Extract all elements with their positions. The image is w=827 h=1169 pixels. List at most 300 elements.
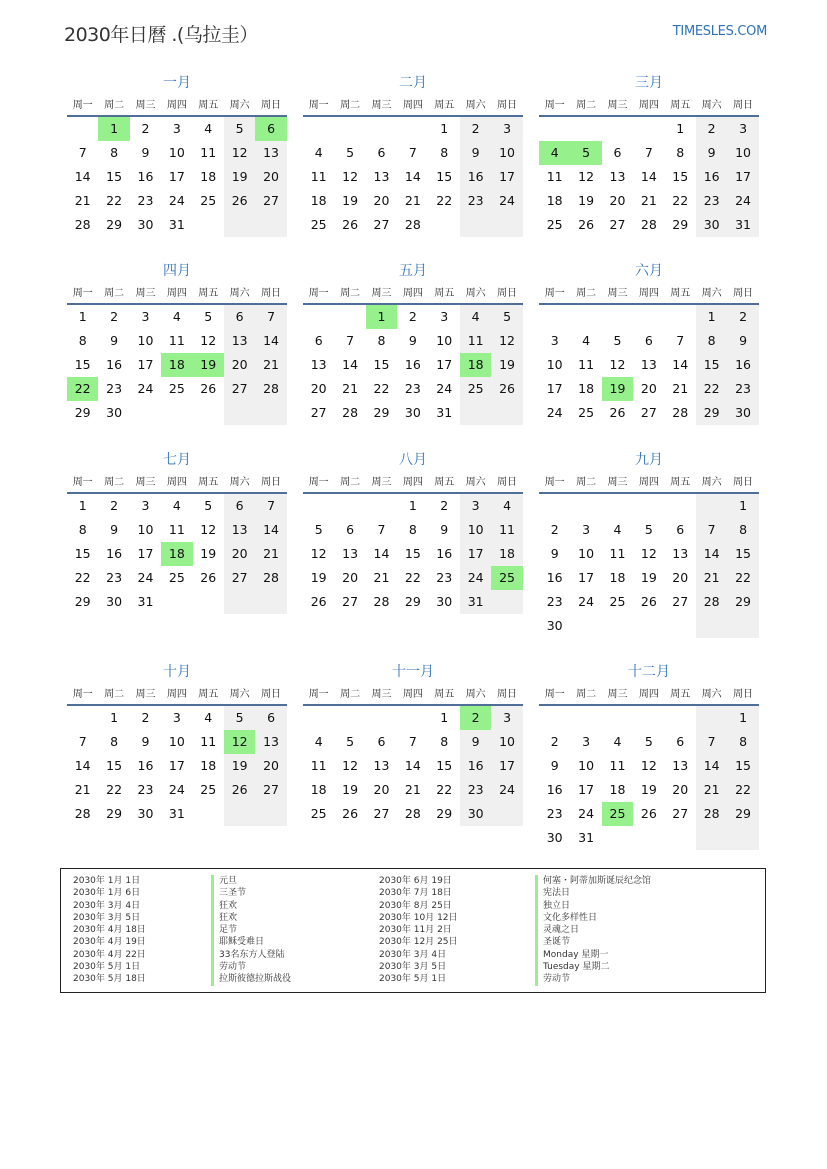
day-cell: 14: [255, 518, 286, 542]
empty-cell: [539, 706, 570, 730]
day-cell: 10: [727, 141, 758, 165]
day-cell: 14: [74, 758, 91, 773]
holiday-date: 2030年 3月 5日: [73, 912, 141, 923]
day-cell: 12: [640, 758, 657, 773]
day-cell: 26: [640, 594, 657, 609]
weekday-header: 周日: [727, 284, 758, 305]
day-cell: 5: [644, 734, 653, 749]
day-cell: 10: [137, 333, 154, 348]
weekday-header: 周五: [665, 685, 696, 706]
holiday-name: 足节: [211, 924, 291, 936]
day-cell: 17: [578, 782, 595, 797]
day-cell: 26: [342, 217, 359, 232]
day-cell: 25: [460, 377, 491, 401]
day-cell: 24: [436, 381, 453, 396]
day-cell: 6: [613, 145, 622, 160]
weekday-header: 周日: [255, 473, 286, 494]
day-cell: 2: [141, 710, 150, 725]
weekday-header: 周日: [727, 96, 758, 117]
day-cell: 15: [74, 357, 91, 372]
day-cell: 30: [546, 618, 563, 633]
weekday-header: 周日: [727, 685, 758, 706]
day-cell: 13: [672, 546, 689, 561]
day-cell: 17: [491, 165, 522, 189]
empty-cell: [633, 706, 664, 730]
day-cell: 18: [161, 353, 192, 377]
day-cell: 31: [436, 405, 453, 420]
holiday-name: 劳动节: [535, 973, 651, 985]
weekday-header: 周六: [696, 685, 727, 706]
empty-cell: [224, 802, 255, 826]
day-cell: 21: [696, 778, 727, 802]
day-cell: 31: [727, 213, 758, 237]
weekday-header: 周三: [130, 685, 161, 706]
holiday-name: 劳动节: [211, 961, 291, 973]
day-cell: 6: [224, 305, 255, 329]
day-cell: 24: [491, 189, 522, 213]
day-cell: 16: [137, 758, 154, 773]
day-cell: 10: [546, 357, 563, 372]
weekday-header: 周三: [602, 685, 633, 706]
day-cell: 19: [491, 353, 522, 377]
empty-cell: [224, 213, 255, 237]
day-cell: 11: [609, 758, 626, 773]
day-cell: 31: [168, 806, 185, 821]
weekday-header: 周二: [98, 473, 129, 494]
holiday-date: 2030年 5月 1日: [379, 974, 447, 985]
day-cell: 7: [78, 734, 87, 749]
day-cell: 26: [224, 778, 255, 802]
day-cell: 11: [200, 734, 217, 749]
weekday-header: 周二: [334, 284, 365, 305]
day-cell: 28: [696, 590, 727, 614]
day-cell: 27: [310, 405, 327, 420]
holiday-name: 元旦: [211, 875, 291, 887]
day-cell: 26: [310, 594, 327, 609]
day-cell: 5: [204, 309, 213, 324]
site-link[interactable]: TIMESLES.COM: [672, 24, 767, 39]
day-cell: 31: [137, 594, 154, 609]
holiday-date: 2030年 3月 5日: [379, 962, 447, 973]
day-cell: 7: [377, 522, 386, 537]
weekday-header: 周二: [334, 473, 365, 494]
day-cell: 25: [200, 782, 217, 797]
weekday-header: 周日: [491, 685, 522, 706]
day-cell: 4: [539, 141, 570, 165]
empty-cell: [602, 117, 633, 141]
day-cell: 30: [137, 217, 154, 232]
weekday-header: 周五: [429, 96, 460, 117]
day-cell: 3: [550, 333, 559, 348]
day-cell: 19: [193, 353, 224, 377]
day-cell: 20: [609, 193, 626, 208]
day-cell: 22: [106, 782, 123, 797]
day-cell: 23: [727, 377, 758, 401]
empty-cell: [602, 494, 633, 518]
day-cell: 9: [141, 734, 150, 749]
weekday-header: 周三: [366, 96, 397, 117]
day-cell: 6: [377, 145, 386, 160]
day-cell: 25: [609, 594, 626, 609]
day-cell: 20: [672, 570, 689, 585]
weekday-header: 周六: [224, 96, 255, 117]
day-cell: 8: [676, 145, 685, 160]
day-cell: 12: [200, 333, 217, 348]
day-cell: 17: [727, 165, 758, 189]
day-cell: 12: [342, 758, 359, 773]
day-cell: 13: [373, 758, 390, 773]
day-cell: 19: [342, 782, 359, 797]
holiday-name: 何塞・阿蒂加斯诞辰纪念馆: [535, 875, 651, 887]
holiday-name: 狂欢: [211, 912, 291, 924]
day-cell: 24: [168, 782, 185, 797]
day-cell: 7: [255, 494, 286, 518]
day-cell: 7: [255, 305, 286, 329]
empty-cell: [633, 305, 664, 329]
weekday-header: 周一: [67, 685, 98, 706]
day-cell: 16: [460, 754, 491, 778]
empty-cell: [665, 706, 696, 730]
day-cell: 7: [408, 145, 417, 160]
holiday-date: 2030年 6月 19日: [379, 876, 452, 886]
day-cell: 4: [613, 734, 622, 749]
empty-cell: [633, 494, 664, 518]
weekday-header: 周二: [334, 685, 365, 706]
day-cell: 9: [460, 730, 491, 754]
day-cell: 2: [727, 305, 758, 329]
day-cell: 22: [727, 566, 758, 590]
month-block: [303, 449, 523, 614]
day-cell: 13: [310, 357, 327, 372]
empty-cell: [491, 213, 522, 237]
day-cell: 10: [578, 758, 595, 773]
weekday-header: 周一: [67, 96, 98, 117]
month-block: [539, 449, 759, 638]
month-name: 三月: [635, 75, 663, 91]
day-cell: 30: [546, 830, 563, 845]
day-cell: 23: [460, 189, 491, 213]
holiday-date: 2030年 3月 4日: [73, 900, 141, 911]
holiday-date: 2030年 3月 4日: [379, 949, 447, 960]
day-cell: 28: [672, 405, 689, 420]
day-cell: 24: [727, 189, 758, 213]
day-cell: 22: [436, 193, 453, 208]
empty-cell: [491, 590, 522, 614]
day-cell: 12: [224, 730, 255, 754]
day-cell: 21: [672, 381, 689, 396]
day-cell: 23: [137, 193, 154, 208]
weekday-header: 周二: [570, 284, 601, 305]
day-cell: 6: [644, 333, 653, 348]
month-block: [303, 72, 523, 237]
day-cell: 17: [168, 758, 185, 773]
weekday-header: 周三: [366, 473, 397, 494]
holiday-date: 2030年 4月 18日: [73, 925, 146, 936]
day-cell: 29: [696, 401, 727, 425]
day-cell: 30: [106, 594, 123, 609]
day-cell: 19: [578, 193, 595, 208]
day-cell: 14: [696, 754, 727, 778]
day-cell: 1: [366, 305, 397, 329]
day-cell: 27: [640, 405, 657, 420]
day-cell: 4: [204, 121, 213, 136]
empty-cell: [161, 590, 192, 614]
day-cell: 15: [404, 546, 421, 561]
day-cell: 2: [550, 734, 559, 749]
empty-cell: [539, 117, 570, 141]
day-cell: 25: [602, 802, 633, 826]
day-cell: 1: [78, 309, 87, 324]
holiday-names-left: [211, 875, 291, 986]
weekday-header: 周六: [224, 685, 255, 706]
empty-cell: [334, 494, 365, 518]
day-cell: 25: [546, 217, 563, 232]
day-cell: 5: [346, 145, 355, 160]
day-cell: 16: [436, 546, 453, 561]
day-cell: 9: [110, 522, 119, 537]
day-cell: 27: [255, 778, 286, 802]
empty-cell: [633, 614, 664, 638]
holiday-name: 33名东方人登陆: [211, 949, 291, 961]
month-block: [67, 260, 287, 425]
weekday-header: 周五: [193, 473, 224, 494]
weekday-header: 周日: [491, 284, 522, 305]
day-cell: 21: [696, 566, 727, 590]
holiday-date: 2030年 5月 1日: [73, 962, 141, 973]
weekday-header: 周三: [130, 96, 161, 117]
day-cell: 29: [436, 806, 453, 821]
day-cell: 20: [672, 782, 689, 797]
day-cell: 6: [255, 117, 286, 141]
month-block: [539, 72, 759, 237]
day-cell: 1: [78, 498, 87, 513]
day-cell: 17: [137, 357, 154, 372]
day-cell: 9: [440, 522, 449, 537]
empty-cell: [633, 826, 664, 850]
day-cell: 11: [578, 357, 595, 372]
weekday-header: 周一: [539, 685, 570, 706]
day-cell: 21: [640, 193, 657, 208]
day-cell: 24: [137, 381, 154, 396]
day-cell: 4: [172, 498, 181, 513]
empty-cell: [366, 494, 397, 518]
day-cell: 10: [491, 730, 522, 754]
day-cell: 19: [224, 754, 255, 778]
month-block: [303, 661, 523, 826]
weekday-header: 周一: [303, 685, 334, 706]
day-cell: 3: [141, 498, 150, 513]
day-cell: 5: [224, 117, 255, 141]
day-cell: 28: [404, 217, 421, 232]
weekday-header: 周四: [161, 473, 192, 494]
day-cell: 5: [644, 522, 653, 537]
weekday-header: 周二: [334, 96, 365, 117]
day-cell: 25: [168, 570, 185, 585]
weekday-header: 周日: [255, 96, 286, 117]
day-cell: 7: [78, 145, 87, 160]
day-cell: 9: [110, 333, 119, 348]
holiday-name: 拉斯彼德拉斯战役: [211, 973, 291, 985]
holiday-name: Monday 星期一: [535, 949, 651, 961]
weekday-header: 周五: [429, 284, 460, 305]
day-cell: 21: [404, 782, 421, 797]
day-cell: 1: [676, 121, 685, 136]
weekday-header: 周三: [602, 284, 633, 305]
weekday-header: 周三: [130, 473, 161, 494]
weekday-header: 周五: [193, 284, 224, 305]
day-cell: 16: [404, 357, 421, 372]
empty-cell: [602, 826, 633, 850]
day-cell: 13: [224, 329, 255, 353]
empty-cell: [366, 706, 397, 730]
day-cell: 14: [255, 329, 286, 353]
day-cell: 11: [491, 518, 522, 542]
empty-cell: [334, 305, 365, 329]
weekday-header: 周一: [539, 284, 570, 305]
day-cell: 29: [106, 806, 123, 821]
empty-cell: [303, 117, 334, 141]
holiday-name: 独立日: [535, 900, 651, 912]
day-cell: 2: [460, 117, 491, 141]
day-cell: 20: [342, 570, 359, 585]
day-cell: 26: [224, 189, 255, 213]
day-cell: 24: [460, 566, 491, 590]
day-cell: 28: [74, 217, 91, 232]
empty-cell: [161, 401, 192, 425]
weekday-header: 周五: [665, 96, 696, 117]
day-cell: 27: [672, 806, 689, 821]
day-cell: 1: [727, 706, 758, 730]
day-cell: 19: [200, 546, 217, 561]
empty-cell: [665, 614, 696, 638]
day-cell: 18: [609, 570, 626, 585]
weekday-header: 周一: [539, 473, 570, 494]
empty-cell: [193, 590, 224, 614]
day-cell: 27: [672, 594, 689, 609]
empty-cell: [193, 213, 224, 237]
holiday-date: 2030年 1月 6日: [73, 888, 141, 899]
day-cell: 18: [546, 193, 563, 208]
day-cell: 9: [408, 333, 417, 348]
empty-cell: [460, 401, 491, 425]
empty-cell: [696, 826, 727, 850]
weekday-header: 周一: [303, 96, 334, 117]
day-cell: 4: [204, 710, 213, 725]
empty-cell: [602, 614, 633, 638]
day-cell: 15: [373, 357, 390, 372]
day-cell: 22: [404, 570, 421, 585]
day-cell: 10: [436, 333, 453, 348]
day-cell: 19: [342, 193, 359, 208]
day-cell: 4: [314, 734, 323, 749]
day-cell: 7: [696, 730, 727, 754]
page-title: 2030年日曆 .(乌拉圭）: [64, 24, 258, 46]
day-cell: 16: [546, 782, 563, 797]
day-cell: 26: [640, 806, 657, 821]
empty-cell: [665, 826, 696, 850]
empty-cell: [570, 614, 601, 638]
weekday-header: 周四: [633, 96, 664, 117]
empty-cell: [67, 706, 98, 730]
day-cell: 23: [137, 782, 154, 797]
weekday-header: 周六: [460, 473, 491, 494]
day-cell: 8: [440, 145, 449, 160]
day-cell: 11: [310, 169, 327, 184]
day-cell: 3: [582, 734, 591, 749]
day-cell: 22: [696, 377, 727, 401]
day-cell: 28: [404, 806, 421, 821]
holiday-name: 宪法日: [535, 887, 651, 899]
day-cell: 15: [727, 754, 758, 778]
day-cell: 24: [137, 570, 154, 585]
holiday-name: 文化多样性日: [535, 912, 651, 924]
day-cell: 13: [342, 546, 359, 561]
holiday-name: 三圣节: [211, 887, 291, 899]
day-cell: 26: [578, 217, 595, 232]
empty-cell: [67, 117, 98, 141]
empty-cell: [539, 494, 570, 518]
empty-cell: [224, 401, 255, 425]
day-cell: 27: [224, 566, 255, 590]
weekday-header: 周四: [397, 473, 428, 494]
day-cell: 14: [74, 169, 91, 184]
day-cell: 8: [440, 734, 449, 749]
holiday-date: 2030年 11月 2日: [379, 925, 452, 936]
day-cell: 14: [404, 169, 421, 184]
empty-cell: [665, 494, 696, 518]
day-cell: 1: [110, 710, 119, 725]
day-cell: 3: [172, 710, 181, 725]
month-block: [539, 260, 759, 425]
day-cell: 29: [74, 594, 91, 609]
day-cell: 2: [460, 706, 491, 730]
holiday-list: [60, 868, 766, 993]
day-cell: 6: [377, 734, 386, 749]
day-cell: 5: [613, 333, 622, 348]
weekday-header: 周四: [633, 685, 664, 706]
day-cell: 9: [550, 758, 559, 773]
day-cell: 15: [696, 353, 727, 377]
day-cell: 5: [346, 734, 355, 749]
day-cell: 28: [255, 566, 286, 590]
weekday-header: 周日: [727, 473, 758, 494]
day-cell: 7: [644, 145, 653, 160]
weekday-header: 周五: [429, 685, 460, 706]
weekday-header: 周三: [602, 96, 633, 117]
weekday-header: 周五: [429, 473, 460, 494]
holiday-date: 2030年 12月 25日: [379, 937, 458, 948]
day-cell: 24: [578, 806, 595, 821]
day-cell: 4: [314, 145, 323, 160]
weekday-header: 周二: [570, 473, 601, 494]
weekday-header: 周四: [633, 284, 664, 305]
day-cell: 3: [727, 117, 758, 141]
empty-cell: [696, 494, 727, 518]
day-cell: 25: [168, 381, 185, 396]
weekday-header: 周二: [98, 685, 129, 706]
day-cell: 27: [609, 217, 626, 232]
day-cell: 15: [672, 169, 689, 184]
day-cell: 25: [310, 217, 327, 232]
day-cell: 2: [550, 522, 559, 537]
day-cell: 30: [696, 213, 727, 237]
day-cell: 6: [346, 522, 355, 537]
day-cell: 20: [640, 381, 657, 396]
holiday-name: 耶稣受难日: [211, 936, 291, 948]
empty-cell: [491, 401, 522, 425]
day-cell: 11: [310, 758, 327, 773]
day-cell: 20: [373, 193, 390, 208]
